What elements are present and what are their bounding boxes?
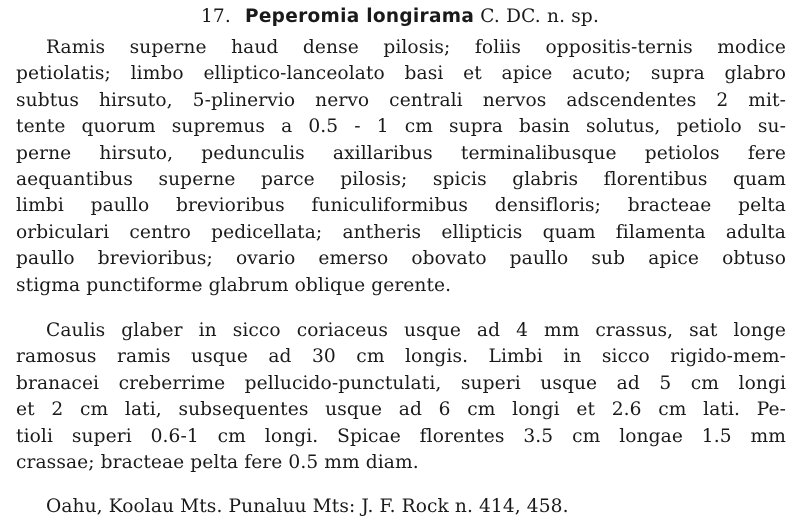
locality-paragraph bbox=[16, 494, 786, 520]
text-line: Caulis glaber in sicco coriaceus usque ad 4 mm crassus, sat longe bbox=[46, 320, 786, 341]
text-line: branacei creberrime pellucido-punctulati, superi usque ad 5 cm longi bbox=[16, 372, 786, 394]
latin-diagnosis-paragraph bbox=[16, 35, 786, 299]
text-line: subtus hirsuto, 5-plinervio nervo centrali nervos adscendentes 2 mit- bbox=[16, 89, 786, 111]
text-line: crassae; bracteae pelta fere 0.5 mm diam. bbox=[16, 451, 419, 473]
text-line: Ramis superne haud dense pilosis; foliis oppositis-ternis modice bbox=[46, 37, 786, 58]
text-line: petiolatis; limbo elliptico-lanceolato basi et apice acuto; supra glabro bbox=[16, 63, 786, 85]
species-heading bbox=[0, 5, 800, 29]
text-line: limbi paullo brevioribus funiculiformibus densifloris; bracteae pelta bbox=[16, 195, 786, 217]
species-authority: C. DC. n. sp. bbox=[480, 6, 600, 27]
description-paragraph bbox=[16, 318, 786, 476]
text-line: aequantibus superne parce pilosis; spicis glabris florentibus quam bbox=[16, 168, 786, 190]
text-line: et 2 cm lati, subsequentes usque ad 6 cm longi et 2.6 cm lati. Pe- bbox=[16, 399, 786, 421]
locality-line: Oahu, Koolau Mts. Punaluu Mts: J. F. Rock n. 414, 458. bbox=[46, 496, 569, 517]
text-line: orbiculari centro pedicellata; antheris ellipticis quam filamenta adulta bbox=[16, 221, 786, 243]
species-name: Peperomia longirama bbox=[244, 6, 475, 27]
text-line: stigma punctiforme glabrum oblique gerente. bbox=[16, 274, 452, 296]
text-line: perne hirsuto, pedunculis axillaribus terminalibusque petiolos fere bbox=[16, 142, 786, 164]
text-line: paullo brevioribus; ovario emerso obovato paullo sub apice obtuso bbox=[16, 248, 786, 270]
species-number: 17. bbox=[200, 6, 231, 27]
text-line: tente quorum supremus a 0.5 - 1 cm supra basin solutus, petiolo su- bbox=[16, 116, 786, 138]
text-line: tioli superi 0.6-1 cm longi. Spicae florentes 3.5 cm longae 1.5 mm bbox=[16, 425, 786, 447]
text-line: ramosus ramis usque ad 30 cm longis. Limbi in sicco rigido-mem- bbox=[16, 346, 786, 368]
